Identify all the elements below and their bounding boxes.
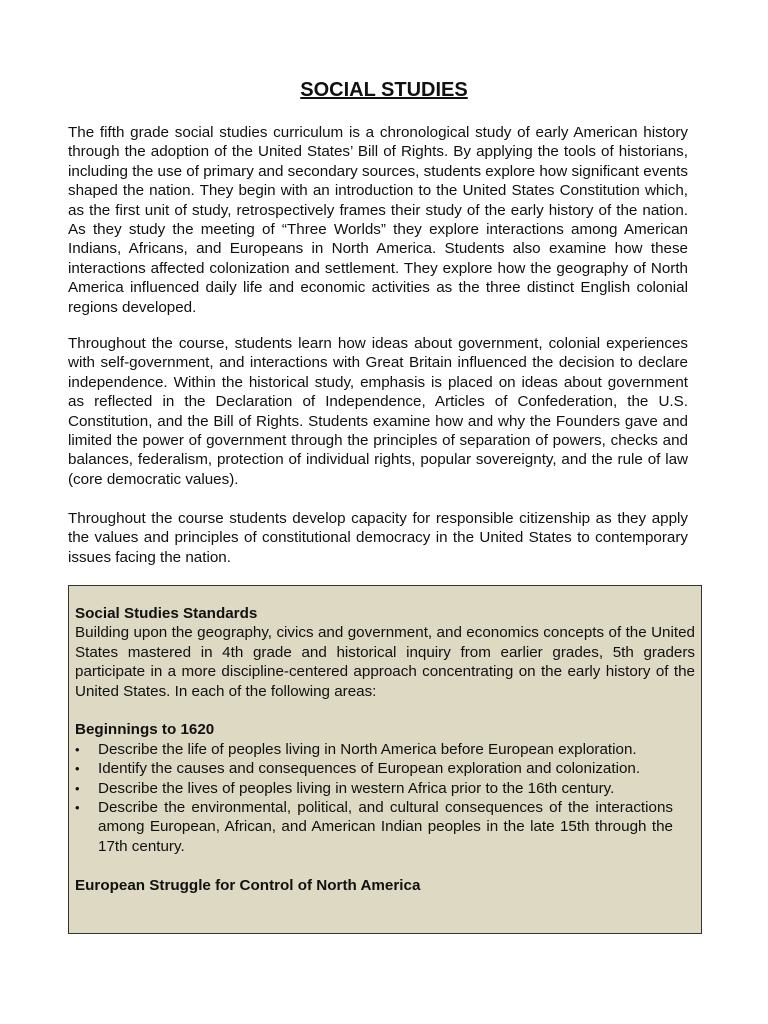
section-heading-beginnings: Beginnings to 1620 [75, 721, 215, 739]
section-spacer [75, 856, 695, 875]
beginnings-list [75, 740, 695, 856]
list-item-text: Describe the environmental, political, and cultural consequences of the interactions among European, African, and American Indian peoples in the late 15th through the 17th century. [98, 799, 673, 855]
standards-heading: Social Studies Standards [75, 605, 258, 622]
standards-box [68, 585, 702, 934]
intro-paragraph: The fifth grade social studies curriculum is a chronological study of early American history through the adoption of the United States’ Bill of Rights. By applying the tools of historians, including the use of primary and secondary sources, students explore how significant events shaped the nation. They begin with an introduction to the United States Constitution which, as the first unit of study, retrospectively frames their study of the early history of the nation. As they study the meeting of “Three Worlds” they explore interactions among American Indians, Africans, and Europeans in North America. Students also examine how these interactions affected colonization and settlement. They explore how the geography of North America influenced daily life and economic activities as the three distinct English colonial regions developed. [68, 124, 688, 316]
list-item [75, 759, 695, 778]
page-title: SOCIAL STUDIES [300, 79, 468, 101]
section-heading-european-struggle: European Struggle for Control of North America [75, 876, 421, 894]
bullet-icon: • [75, 800, 80, 816]
list-item [75, 740, 695, 759]
bullet-icon: • [75, 780, 80, 796]
list-item-text: Describe the lives of peoples living in western Africa prior to the 16th century. [98, 779, 615, 797]
citizenship-paragraph: Throughout the course students develop capacity for responsible citizenship as they apply the values and principles of constitutional democracy in the United States to contemporary issues facing the nation. [68, 510, 688, 566]
list-item-text: Describe the life of peoples living in North America before European exploration. [98, 740, 637, 758]
government-paragraph: Throughout the course, students learn how ideas about government, colonial experiences with self-government, and interactions with Great Britain influenced the decision to declare independence. Within the historical study, emphasis is placed on ideas about government as reflected in the Declaration of Independence, Articles of Confederation, the U.S. Constitution, and the Bill of Rights. Students examine how and why the Founders gave and limited the power of government through the principles of separation of powers, checks and balances, federalism, protection of individual rights, popular sovereignty, and the rule of law (core democratic values). [68, 335, 688, 488]
list-item [75, 798, 695, 856]
section-spacer [75, 701, 695, 720]
bullet-icon: • [75, 741, 80, 757]
list-item-text: Identify the causes and consequences of European exploration and colonization. [98, 760, 641, 778]
standards-intro: Building upon the geography, civics and government, and economics concepts of the United States mastered in 4th grade and historical inquiry from earlier grades, 5th graders participate in a more discipline-centered approach concentrating on the early history of the United States. In each of the following areas: [75, 624, 695, 700]
list-item [75, 779, 695, 798]
bullet-icon: • [75, 761, 80, 777]
